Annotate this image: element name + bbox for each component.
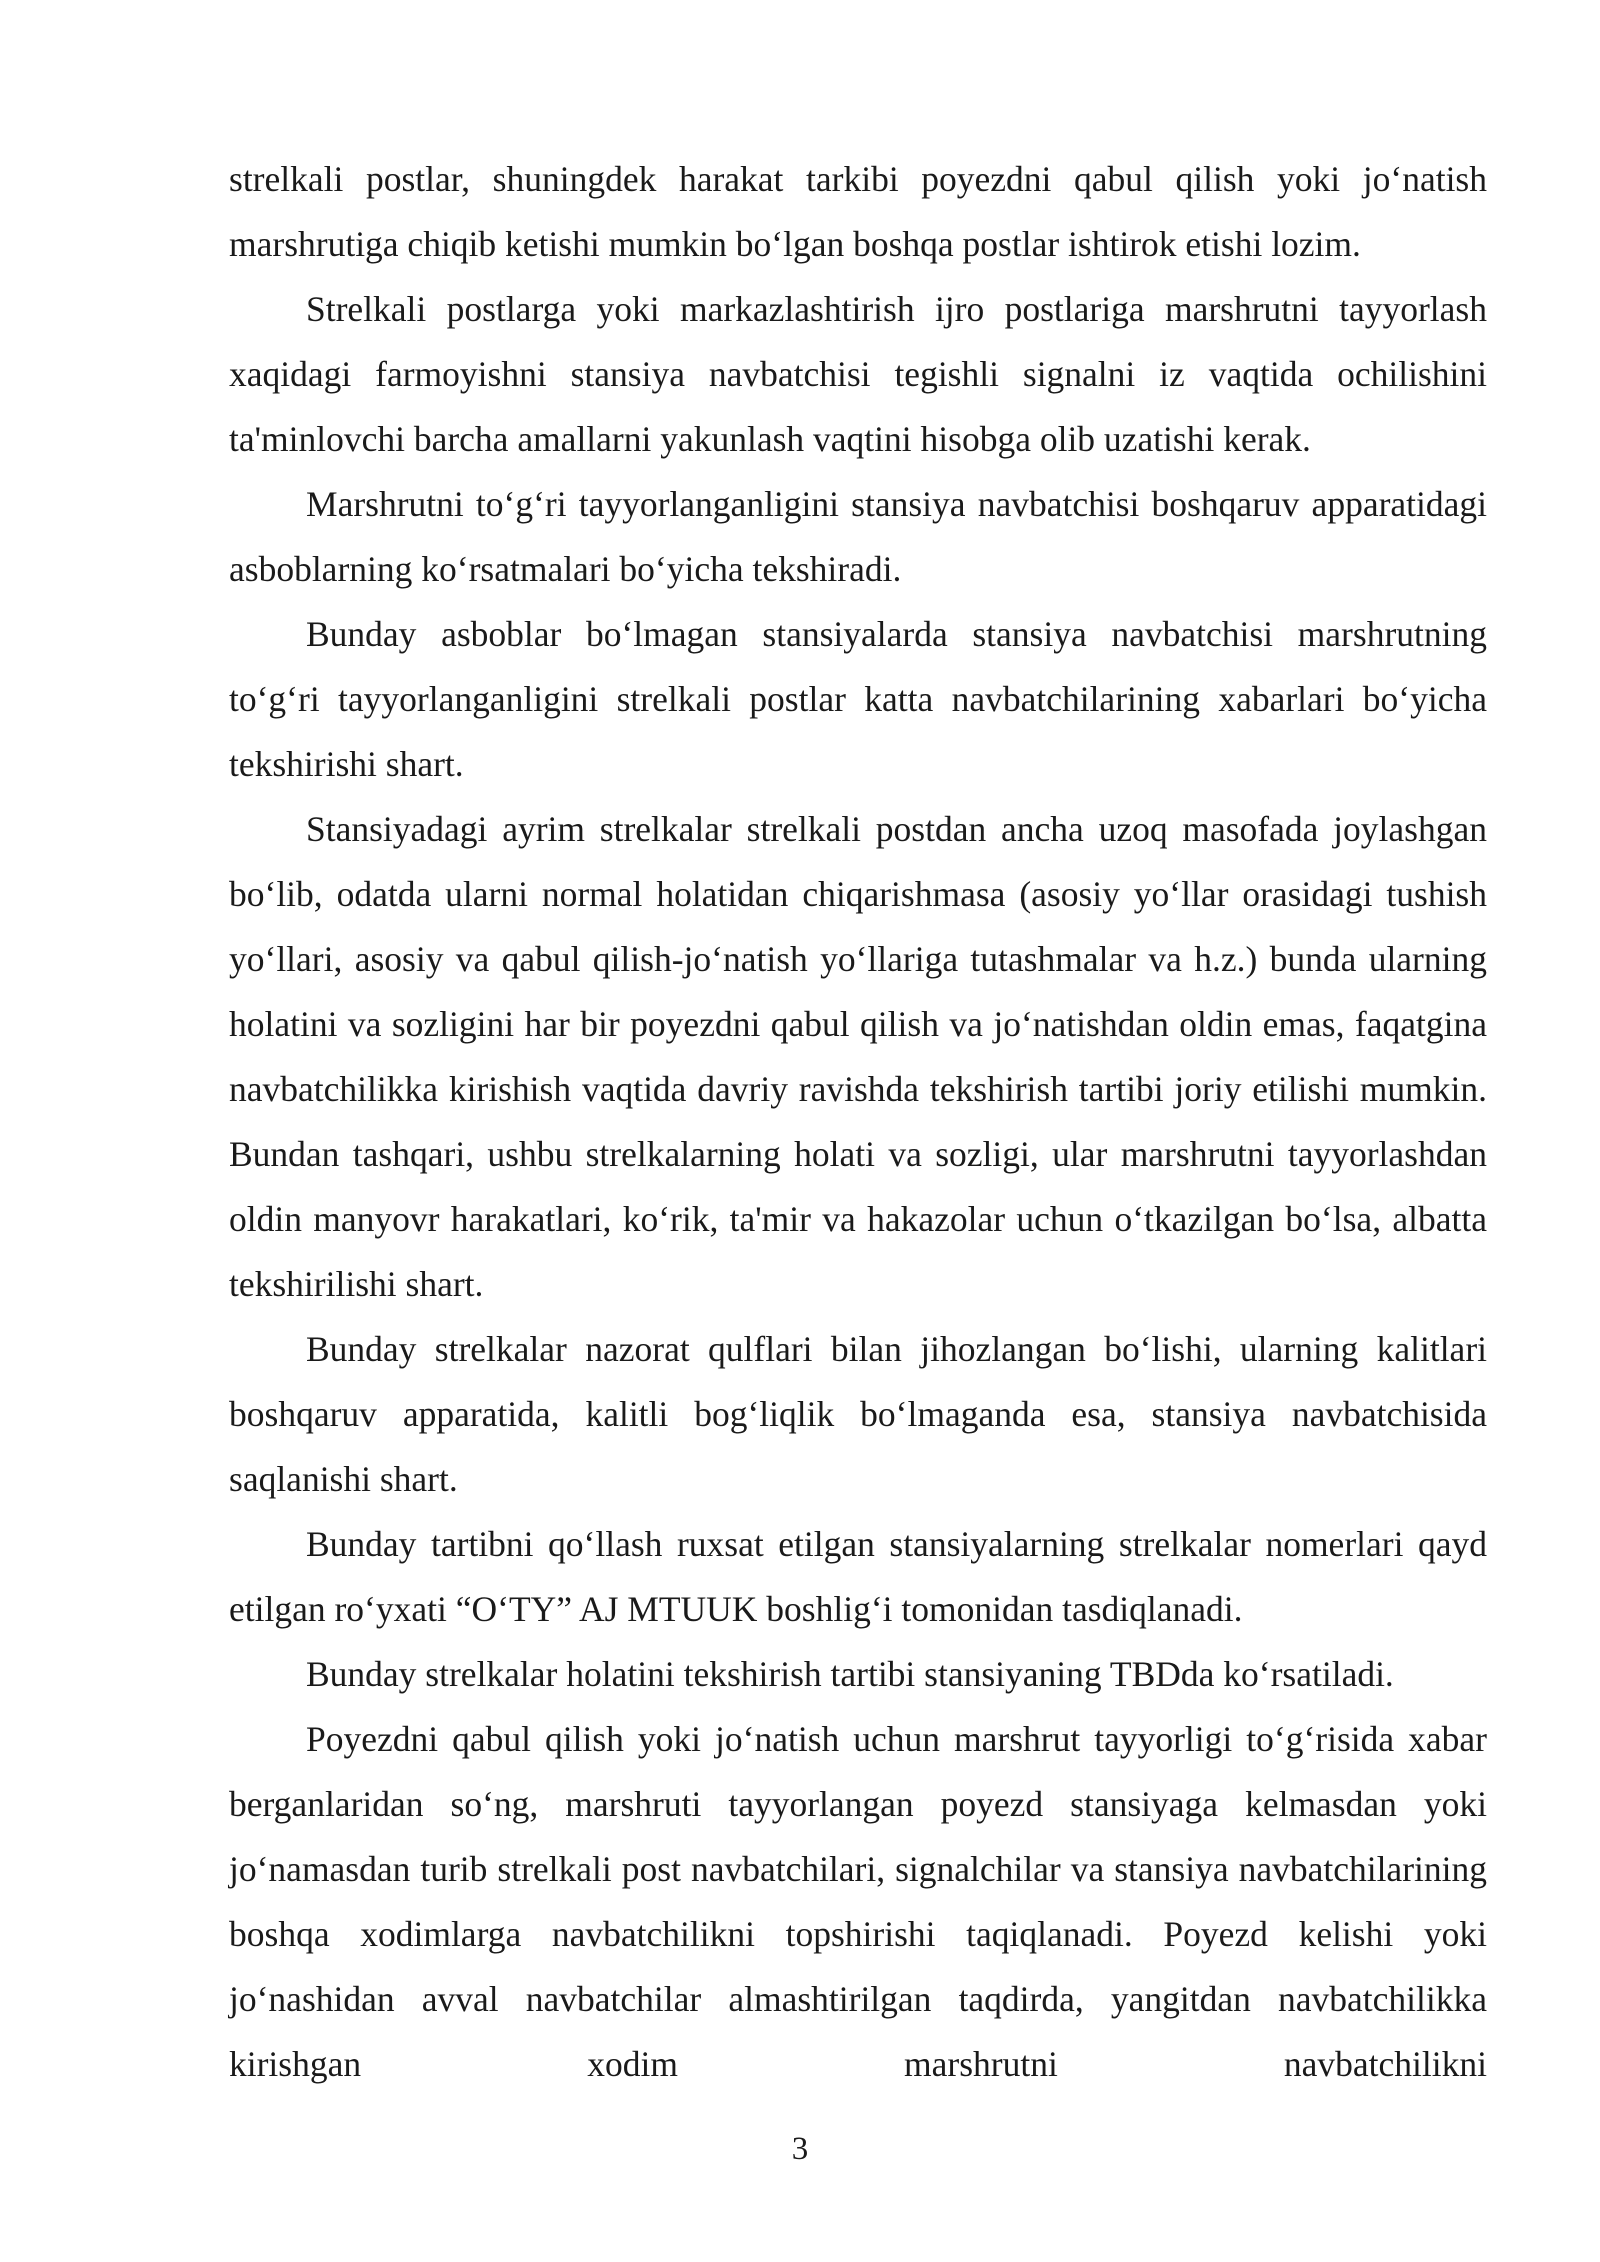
paragraph-6: Bunday strelkalar nazorat qulflari bilan jihozlangan bo‘lishi, ularning kalitlari boshqaruv apparatida, kalitli bog‘liqlik bo‘lmaganda esa, stansiya navbatchisida saqlanishi shart. bbox=[229, 1329, 1487, 1499]
paragraph-8: Bunday strelkalar holatini tekshirish tartibi stansiyaning TBDda ko‘rsatiladi. bbox=[306, 1654, 1394, 1694]
paragraph-2: Strelkali postlarga yoki markazlashtirish ijro postlariga marshrutni tayyorlash xaqidagi farmoyishni stansiya navbatchisi tegishli signalni iz vaqtida ochilishini ta'minlovchi barcha amallarni yakunlash vaqtini hisobga olib uzatishi kerak. bbox=[229, 289, 1487, 459]
paragraph-7: Bunday tartibni qo‘llash ruxsat etilgan stansiyalarning strelkalar nomerlari qayd etilgan ro‘yxati “O‘TY” AJ MTUUK boshlig‘i tomonidan tasdiqlanadi. bbox=[229, 1524, 1487, 1629]
paragraph-1: strelkali postlar, shuningdek harakat tarkibi poyezdni qabul qilish yoki jo‘natish marshrutiga chiqib ketishi mumkin bo‘lgan boshqa postlar ishtirok etishi lozim. bbox=[229, 159, 1487, 264]
paragraph-9: Poyezdni qabul qilish yoki jo‘natish uchun marshrut tayyorligi to‘g‘risida xabar berganlaridan so‘ng, marshruti tayyorlangan poyezd stansiyaga kelmasdan yoki jo‘namasdan turib strelkali post navbatchilari, signalchilar va stansiya navbatchilarining boshqa xodimlarga navbatchilikni topshirishi taqiqlanadi. Poyezd kelishi yoki jo‘nashidan avval navbatchilar almashtirilgan taqdirda, yangitdan navbatchilikka kirishgan xodim marshrutni navbatchilikni bbox=[229, 1719, 1487, 2084]
paragraph-4: Bunday asboblar bo‘lmagan stansiyalarda stansiya navbatchisi marshrutning to‘g‘ri tayyorlanganligini strelkali postlar katta navbatchilarining xabarlari bo‘yicha tekshirishi shart. bbox=[229, 614, 1487, 784]
paragraph-3: Marshrutni to‘g‘ri tayyorlanganligini stansiya navbatchisi boshqaruv apparatidagi asboblarning ko‘rsatmalari bo‘yicha tekshiradi. bbox=[229, 484, 1487, 589]
page-number: 3 bbox=[791, 2131, 809, 2167]
document-body bbox=[229, 147, 1487, 2097]
paragraph-5: Stansiyadagi ayrim strelkalar strelkali postdan ancha uzoq masofada joylashgan bo‘lib, odatda ularni normal holatidan chiqarishmasa (asosiy yo‘llar orasidagi tushish yo‘llari, asosiy va qabul qilish-jo‘natish yo‘llariga tutashmalar va h.z.) bunda ularning holatini va sozligini har bir poyezdni qabul qilish va jo‘natishdan oldin emas, faqatgina navbatchilikka kirishish vaqtida davriy ravishda tekshirish tartibi joriy etilishi mumkin. Bundan tashqari, ushbu strelkalarning holati va sozligi, ular marshrutni tayyorlashdan oldin manyovr harakatlari, ko‘rik, ta'mir va hakazolar uchun o‘tkazilgan bo‘lsa, albatta tekshirilishi shart. bbox=[229, 809, 1487, 1304]
